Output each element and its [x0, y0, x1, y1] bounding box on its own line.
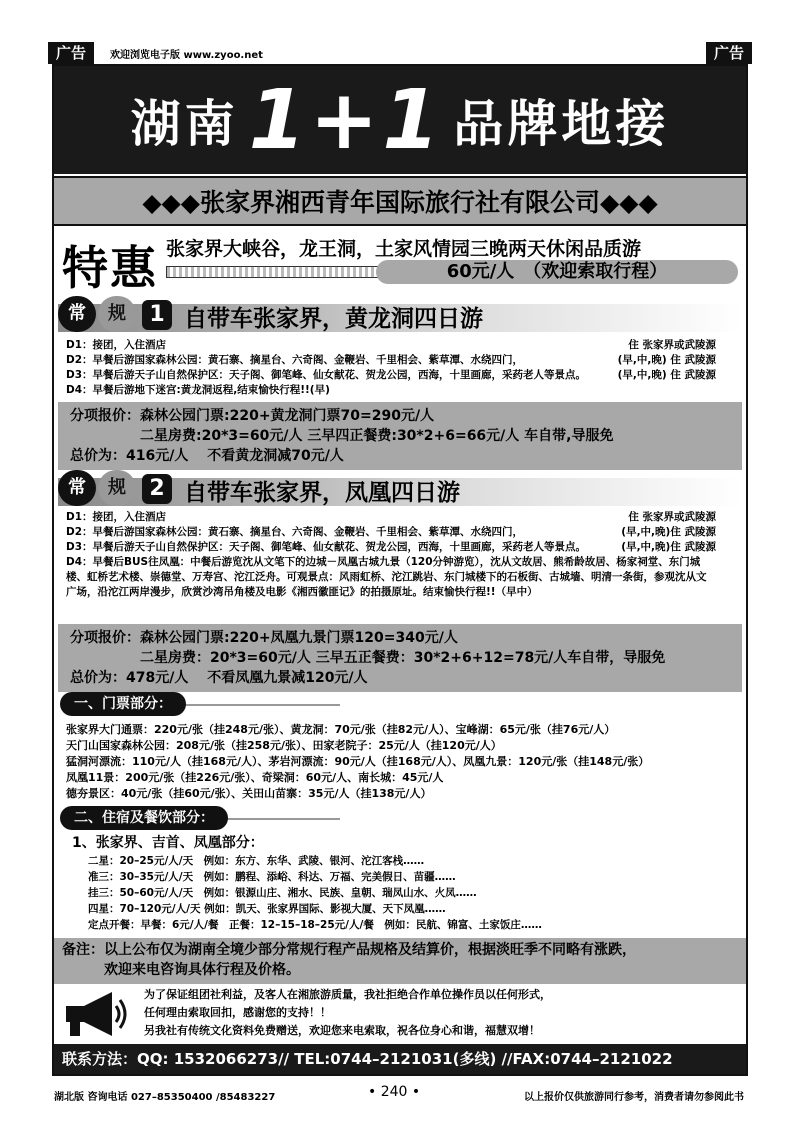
route-1-title: 自带车张家界，黄龙洞四日游 — [184, 306, 483, 332]
special-offer — [54, 232, 746, 295]
tickets-header — [60, 692, 360, 716]
day-lodging: 住 张家界或武陵源 — [628, 339, 716, 351]
day-text: D2：早餐后游国家森林公园：黄石寨、摘星台、六奇阁、金鞭岩、千里相会、紫草潭、水绕四门， — [66, 526, 524, 538]
ticket-line: 猛洞河漂流：110元/人（挂168元/人）、茅岩河漂流：90元/人（挂168元/人）、凤凰九景：120元/张（挂148元/张） — [66, 755, 650, 768]
lodging-line: 定点开餐：早餐：6元/人/餐 正餐：12–15–18–25元/人/餐 例如：民航、锦富、土家饭庄…… — [88, 919, 542, 931]
tickets-heading: 一、门票部分： — [60, 692, 186, 716]
lodging-line: 四星：70–120元/人/天 例如：凯天、张家界国际、影视大厦、天下凤凰…… — [88, 903, 446, 915]
day-text: D1：接团，入住酒店 — [66, 511, 167, 523]
day-lodging: (早,中,晚)住 武陵源 — [621, 526, 716, 538]
price-line: 二星房费：20*3=60元/人 三早五正餐费：30*2+6+12=78元/人车自带，导服免 — [70, 650, 666, 666]
route-2-tag-2: 规 — [98, 470, 136, 506]
route-2-day — [66, 510, 716, 525]
route-1-day — [66, 338, 716, 353]
day-lodging: (早,中,晚) 住 武陵源 — [617, 369, 716, 381]
contact-bar: 联系方法：QQ: 1532066273// TEL:0744–2121031(多线) //FAX:0744–2121022 — [54, 1044, 746, 1074]
day-text: D3：早餐后游天子山自然保护区：天子阁、御笔峰、仙女献花、贺龙公园，西海，十里画廊，采药老人等景点。 — [66, 369, 587, 381]
remarks — [54, 938, 746, 984]
banner-title — [131, 73, 670, 168]
ad-label-left: 广告 — [48, 42, 94, 64]
route-1-day — [66, 353, 716, 368]
special-price: 60元/人 （欢迎索取行程） — [376, 260, 738, 284]
promo-line-3: 另我社有传统文化资料免费赠送，欢迎您来电索取，祝各位身心和谐，福慧双增！ — [144, 1024, 540, 1037]
lodging-title: 1、张家界、吉首、凤凰部分： — [72, 835, 264, 851]
company-name: ◆◆◆张家界湘西青年国际旅行社有限公司◆◆◆ — [54, 176, 746, 226]
day-text: D3：早餐后游天子山自然保护区：天子阁、御笔峰、仙女献花、贺龙公园，西海，十里画廊，采药老人等景点。 — [66, 541, 587, 553]
banner-title-right: 品牌地接 — [453, 95, 670, 153]
route-2-day — [66, 555, 716, 600]
title-banner — [54, 66, 746, 174]
page-number: • 240 • — [368, 1084, 421, 1100]
ticket-line: 天门山国家森林公园：208元/张（挂258元/张）、田家老院子：25元/人（挂120元/人） — [66, 739, 502, 752]
route-1-day — [66, 383, 716, 398]
route-2-day — [66, 525, 716, 540]
banner-title-big: 1+1 — [248, 72, 444, 168]
route-1-number: 1 — [142, 300, 172, 330]
price-line: 二星房费:20*3=60元/人 三早四正餐费:30*2+6=66元/人 车自带,导服免 — [70, 428, 614, 444]
route-2-number: 2 — [142, 474, 172, 504]
route-1-day — [66, 368, 716, 383]
section-divider — [170, 704, 340, 706]
remarks-line: 备注：以上公布仅为湖南全境少部分常规行程产品规格及结算价，根据淡旺季不同略有涨跌， — [62, 942, 636, 958]
route-1-tag-1: 常 — [58, 296, 96, 332]
promo-line-1: 为了保证组团社利益，及客人在湘旅游质量，我社拒绝合作单位操作员以任何形式， — [144, 988, 551, 1001]
lodging-line: 二星：20–25元/人/天 例如：东方、东华、武陵、银河、沱江客栈…… — [88, 855, 425, 867]
decorative-pipe-icon — [166, 266, 396, 278]
ticket-line: 德夯景区：40元/张（挂60元/张）、关田山苗寨：35元/人（挂138元/人） — [66, 787, 432, 800]
lodging-line: 准三：30–35元/人/天 例如：鹏程、添峪、科达、万福、完美假日、苗疆…… — [88, 871, 456, 883]
promo-block — [54, 986, 746, 1042]
day-text: D2：早餐后游国家森林公园：黄石寨、摘星台、六奇阁、金鞭岩、千里相会、紫草潭、水绕四门， — [66, 354, 524, 366]
lodging-heading: 二、住宿及餐饮部分： — [60, 806, 228, 830]
day-lodging: (早,中,晚)住 武陵源 — [621, 541, 716, 553]
section-divider — [210, 818, 340, 820]
ticket-line: 张家界大门通票：220元/张（挂248元/张）、黄龙洞：70元/张（挂82元/人）、宝峰湖：65元/张（挂76元/人） — [66, 723, 616, 736]
promo-line-2: 任何理由索取回扣，感谢您的支持！！ — [144, 1006, 331, 1019]
banner-title-left: 湖南 — [130, 95, 239, 153]
route-1-header — [58, 296, 742, 336]
route-2-header — [58, 470, 742, 510]
special-word: 特惠 — [62, 241, 158, 295]
welcome-text: 欢迎浏览电子版 www.zyoo.net — [110, 50, 263, 61]
footer-disclaimer: 以上报价仅供旅游同行参考，消费者请勿参阅此书 — [524, 1092, 744, 1103]
special-description: 张家界大峡谷，龙王洞，土家风情园三晚两天休闲品质游 — [166, 238, 642, 260]
price-line: 分项报价：森林公园门票:220+黄龙洞门票70=290元/人 — [70, 408, 435, 424]
ticket-line: 凤凰11景：200元/张（挂226元/张）、奇梁洞：60元/人、南长城：45元/人 — [66, 771, 444, 784]
day-lodging: (早,中,晚) 住 武陵源 — [617, 354, 716, 366]
day-lodging: 住 张家界或武陵源 — [628, 511, 716, 523]
remarks-line: 欢迎来电咨询具体行程及价格。 — [62, 962, 300, 978]
lodging-line: 挂三：50–60元/人/天 例如：银源山庄、湘水、民族、皇朝、瑞凤山水、火凤…… — [88, 887, 477, 899]
day-text: D4：早餐后游地下迷宫:黄龙洞返程,结束愉快行程!!(早) — [66, 384, 330, 396]
footer-edition: 湖北版 咨询电话 027–85350400 /85483227 — [54, 1092, 276, 1103]
route-2-title: 自带车张家界，凤凰四日游 — [184, 480, 460, 506]
route-1-tag-2: 规 — [98, 296, 136, 332]
route-1-price — [58, 402, 742, 470]
route-2-day — [66, 540, 716, 555]
lodging-header — [60, 806, 360, 830]
ad-label-right: 广告 — [706, 42, 752, 64]
price-line: 分项报价：森林公园门票:220+凤凰九景门票120=340元/人 — [70, 630, 458, 646]
route-2-price — [58, 624, 742, 692]
price-line: 总价为：416元/人 不看黄龙洞减70元/人 — [70, 448, 344, 464]
day-text: D1：接团，入住酒店 — [66, 339, 167, 351]
route-2-tag-1: 常 — [58, 470, 96, 506]
megaphone-icon — [58, 988, 128, 1040]
price-line: 总价为：478元/人 不看凤凰九景减120元/人 — [70, 670, 368, 686]
day-text: D4：早餐后BUS往凤凰：中餐后游览沈从文笔下的边城－凤凰古城九景（120分钟游览），沈从文故居、熊希龄故居、杨家祠堂、东门城楼、虹桥艺术楼、崇德堂、万寿宫、沱江泛舟。可观景点：风雨虹桥、沱江跳岩、东门城楼下的石板街、古城墙、明清一条街，参观沈从文广场，沿沱江两岸漫步，欣赏沙湾吊角楼及电影《湘西徽匪记》的拍摄原址。结束愉快行程!!（早中） — [66, 556, 707, 598]
